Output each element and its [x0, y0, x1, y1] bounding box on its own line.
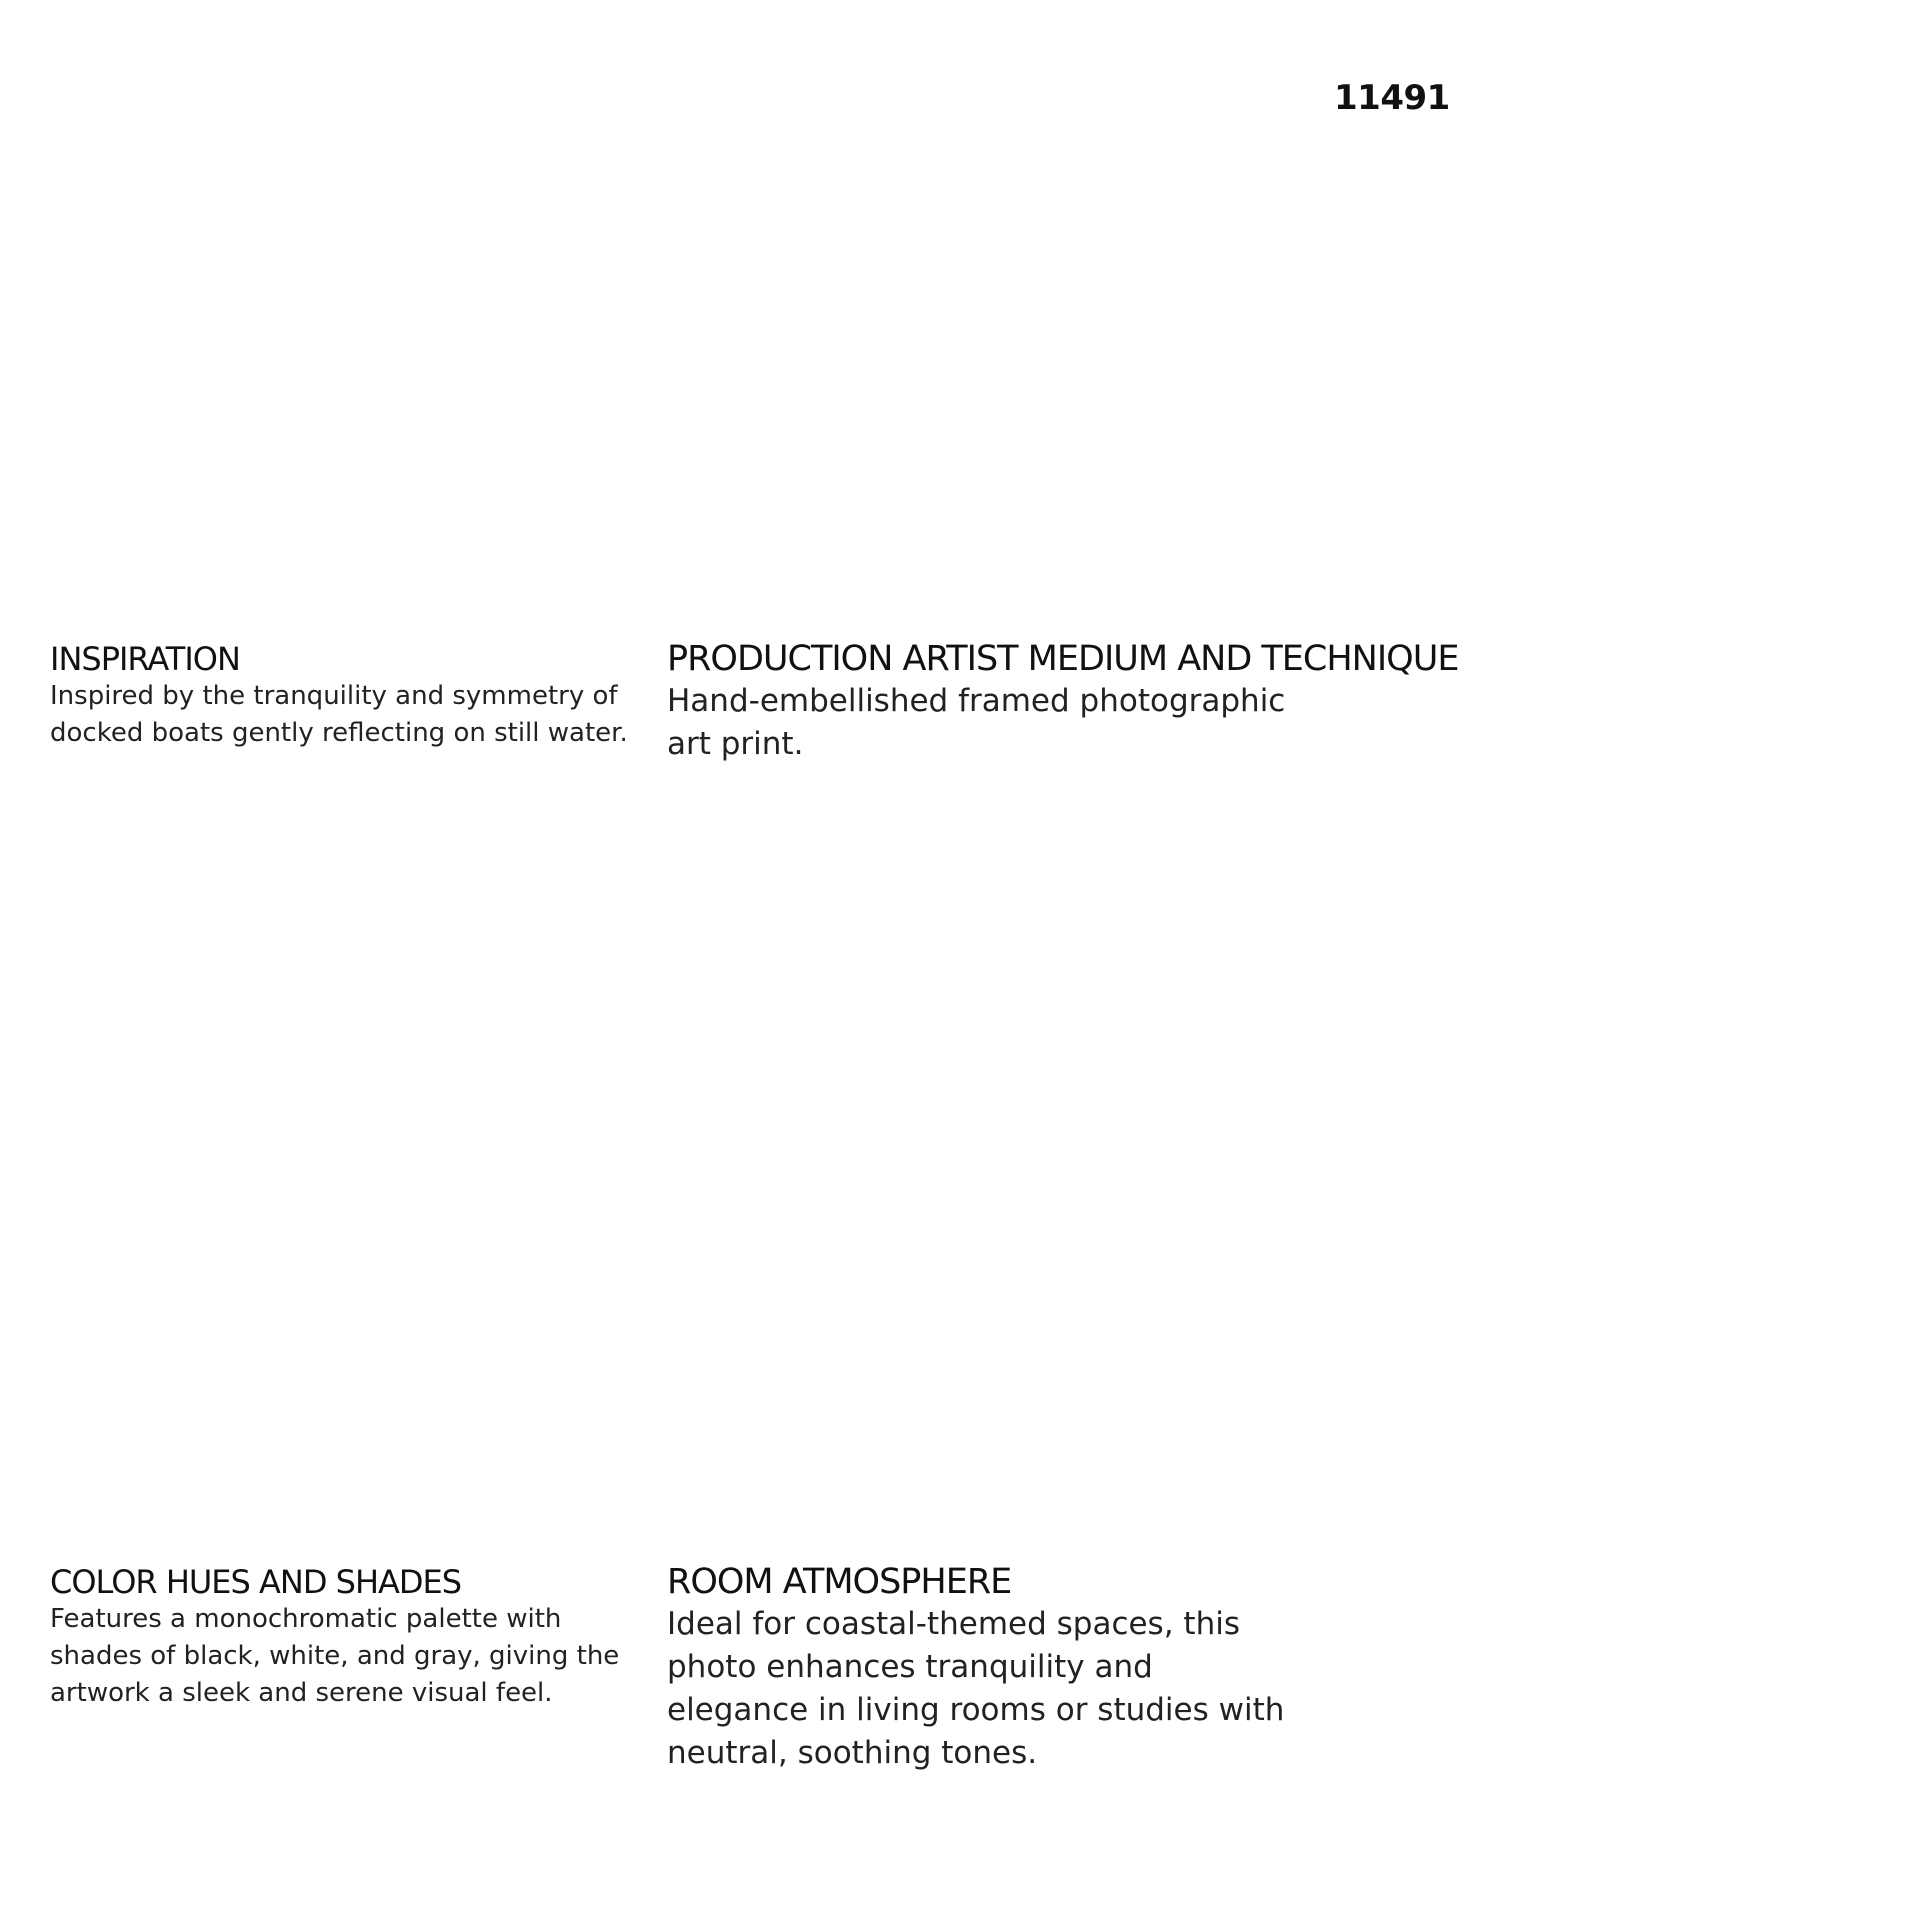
inspiration-line: Inspired by the tranquility and symmetry of: [50, 681, 618, 711]
color-hues-line: shades of black, white, and gray, giving the: [50, 1641, 620, 1671]
color-hues-line: Features a monochromatic palette with: [50, 1604, 562, 1634]
room-atmosphere-line: Ideal for coastal-themed spaces, this: [667, 1606, 1240, 1642]
medium-technique-line: art print.: [667, 726, 804, 762]
medium-technique-section: [667, 638, 1567, 766]
room-atmosphere-heading: ROOM ATMOSPHERE: [667, 1562, 1012, 1602]
color-hues-heading: COLOR HUES AND SHADES: [50, 1563, 462, 1601]
inspiration-line: docked boats gently reflecting on still water.: [50, 718, 628, 748]
color-hues-section: [50, 1563, 650, 1712]
inspiration-section: [50, 640, 650, 752]
medium-technique-line: Hand-embellished framed photographic: [667, 683, 1286, 719]
room-atmosphere-line: photo enhances tranquility and: [667, 1649, 1153, 1685]
medium-technique-heading: PRODUCTION ARTIST MEDIUM AND TECHNIQUE: [667, 639, 1459, 679]
room-atmosphere-section: [667, 1561, 1387, 1775]
room-atmosphere-line: elegance in living rooms or studies with: [667, 1692, 1285, 1728]
room-atmosphere-text: [667, 1603, 1387, 1775]
product-code: 11491: [1334, 78, 1450, 118]
room-atmosphere-line: neutral, soothing tones.: [667, 1735, 1038, 1771]
inspiration-text: [50, 678, 650, 752]
color-hues-line: artwork a sleek and serene visual feel.: [50, 1678, 553, 1708]
color-hues-text: [50, 1601, 650, 1712]
medium-technique-text: [667, 680, 1567, 766]
inspiration-heading: INSPIRATION: [50, 640, 240, 678]
